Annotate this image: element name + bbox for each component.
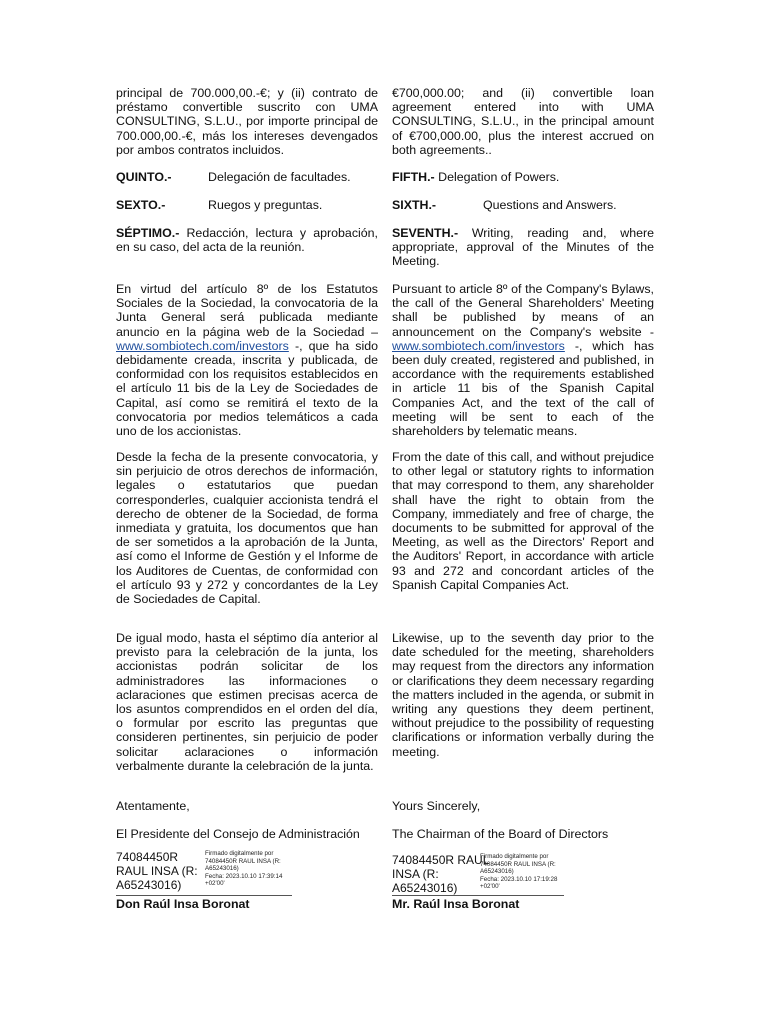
en-sig-small-4: Fecha: 2023.10.10 17:19:28 [480,875,558,883]
es-sig-id-line-3: A65243016) [116,878,182,892]
es-intro-paragraph: principal de 700.000,00.-€; y (ii) contrato de préstamo convertible suscrito con UMA CONSULTING, S.L.U., por importe principal de 700.000,00.-€, más los intereses devengados por ambos contratos incluidos. [116,86,378,157]
en-digital-signature [392,853,572,897]
es-website-link[interactable]: www.sombiotech.com/investors [116,338,289,353]
en-information-rights-paragraph: From the date of this call, and without prejudice to other legal or statutory rights to information that may correspond to them, any shareholder shall have the right to obtain from the Company, immediately and free of charge, the documents to be submitted for approval of the Meeting, as well as the Directors' Report and the Auditors' Report, in accordance with article 93 and 272 and concordant articles of the Spanish Capital Companies Act. [392,450,654,592]
es-item7-label: SÉPTIMO.- [116,226,180,240]
en-item7-label: SEVENTH.- [392,226,459,240]
es-sig-small-2: 74084450R RAUL INSA (R: [205,857,281,865]
es-sig-small-3: A65243016) [205,865,239,873]
es-agenda-item-6 [116,198,378,212]
en-closing: Yours Sincerely, [392,799,481,813]
es-digital-signature [116,850,296,896]
en-item5-label: FIFTH.- [392,170,435,184]
en-publication-text-1: Pursuant to article 8º of the Company's Bylaws, the call of the General Shareholders' Meeting shall be published by means of an announcement on the Company's website - [392,282,654,339]
es-sig-small-1: Firmado digitalmente por [205,850,274,857]
es-closing: Atentamente, [116,799,190,813]
en-sig-id-line-3: A65243016) [392,881,458,895]
es-signature-line [116,895,292,896]
es-publication-text-2: -, que ha sido debidamente creada, inscrita y publicada, de conformidad con los requisitos establecidos en el artículo 11 bis de la Ley de Sociedades de Capital, así como se remitirá el texto de la convocatoria por medios telemáticos a cada uno de los accionistas. [116,338,378,439]
en-item7-text: Writing, reading and, where appropriate, approval of the Minutes of the Meeting. [392,226,654,269]
en-publication-text-2: -, which has been duly created, registered and published, in accordance with the requirements established in article 11 bis of the Spanish Capital Companies Act, and the text of the call of meeting will be sent to each of the shareholders by telematic means. [392,338,654,439]
es-publication-paragraph [116,282,378,438]
es-sig-small-5: +02'00' [205,880,225,888]
es-item5-text: Delegación de facultades. [208,170,351,184]
es-item7-text: Redacción, lectura y aprobación, en su caso, del acta de la reunión. [116,226,378,255]
en-publication-paragraph [392,282,654,438]
es-publication-text-1: En virtud del artículo 8º de los Estatutos Sociales de la Sociedad, la convocatoria de la Junta General será publicada mediante anuncio en la página web de la Sociedad – [116,282,378,339]
en-sig-id-line-2: INSA (R: [392,867,439,881]
en-agenda-item-7 [392,226,654,269]
en-signature-line [392,895,564,896]
en-sig-small-1: Firmado digitalmente por [480,853,549,860]
es-item6-label: SEXTO.- [116,198,166,212]
es-sig-id-line-1: 74084450R [116,850,179,864]
en-sig-small-3: A65243016) [480,868,514,876]
en-signatory-role: The Chairman of the Board of Directors [392,827,609,841]
en-sig-small-5: +02'00' [480,883,500,891]
en-item6-label: SIXTH.- [392,198,437,212]
es-information-rights-paragraph: Desde la fecha de la presente convocatoria, y sin perjuicio de otros derechos de información, legales o estatutarios que puedan corresponderles, cualquier accionista tendrá el derecho de obtener de la Sociedad, de forma inmediata y gratuita, los documentos que han de ser sometidos a la aprobación de la Junta, así como el Informe de Gestión y el Informe de los Auditores de Cuentas, de conformidad con el artículo 93 y 272 y concordantes de la Ley de Sociedades de Capital. [116,450,378,607]
en-intro-paragraph: €700,000.00; and (ii) convertible loan agreement entered into with UMA CONSULTING, S.L.U., in the principal amount of €700,000.00, plus the interest accrued on both agreements.. [392,86,654,157]
en-agenda-item-5 [392,170,654,184]
en-sig-small-2: 74084450R RAUL INSA (R: [480,860,556,868]
es-signatory-role: El Presidente del Consejo de Administración [116,827,360,841]
en-website-link[interactable]: www.sombiotech.com/investors [392,338,565,353]
es-agenda-item-5 [116,170,378,184]
en-questions-paragraph: Likewise, up to the seventh day prior to the date scheduled for the meeting, shareholders may request from the directors any information or clarifications they deem necessary regarding the matters included in the agenda, or submit in writing any questions they deem pertinent, without prejudice to the possibility of requesting clarifications or information verbally during the meeting. [392,631,654,759]
en-item5-text: Delegation of Powers. [438,170,560,184]
es-sig-id-line-2: RAUL INSA (R: [116,864,198,878]
en-item6-text: Questions and Answers. [483,198,617,212]
es-sig-small-4: Fecha: 2023.10.10 17:39:14 [205,872,283,880]
en-sig-id-line-1: 74084450R RAUL [392,853,490,867]
es-item6-text: Ruegos y preguntas. [208,198,323,212]
es-questions-paragraph: De igual modo, hasta el séptimo día anterior al previsto para la celebración de la junta, los accionistas podrán solicitar de los administradores las informaciones o aclaraciones que estimen precisas acerca de los asuntos comprendidos en el orden del día, o formular por escrito las preguntas que consideren pertinentes, sin perjuicio de poder solicitar aclaraciones o información verbalmente durante la celebración de la junta. [116,631,378,773]
es-signatory-name: Don Raúl Insa Boronat [116,897,250,911]
en-agenda-item-6 [392,198,654,212]
es-agenda-item-7 [116,226,378,254]
en-signatory-name: Mr. Raúl Insa Boronat [392,897,520,911]
es-item5-label: QUINTO.- [116,170,172,184]
